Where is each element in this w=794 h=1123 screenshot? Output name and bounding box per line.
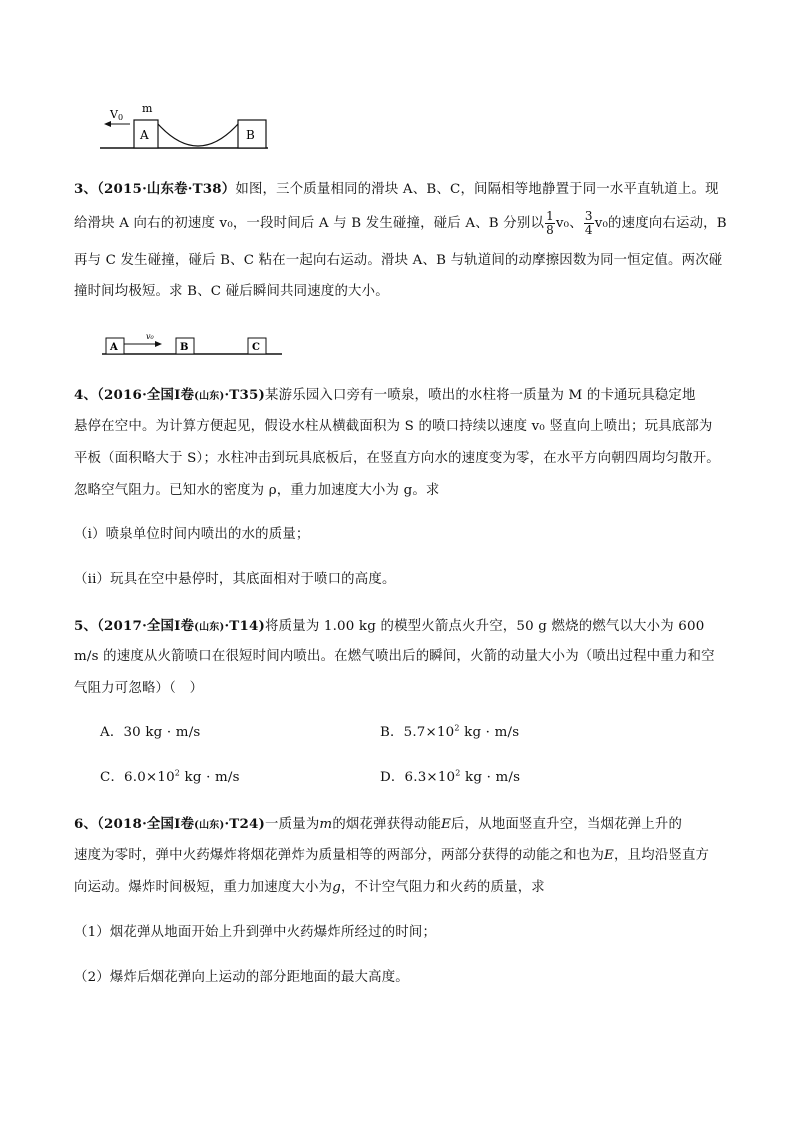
curved-track bbox=[158, 124, 238, 146]
fraction-1-8: $\frac{1}{8}$ bbox=[546, 209, 554, 237]
q6-line-1: 6、（2018·全国Ⅰ卷(山东)·T24)一质量为m的烟花弹获得动能E后，从地面竖直升空，当烟花弹上升的 bbox=[74, 816, 683, 832]
q3-line-4: 撞时间均极短。求 B、C 碰后瞬间共同速度的大小。 bbox=[74, 284, 389, 299]
q5-number: 5、 bbox=[74, 618, 98, 634]
figure-blocks-ab bbox=[80, 98, 280, 154]
block-c-label: C bbox=[252, 342, 260, 353]
arrow-head-icon bbox=[104, 121, 111, 127]
q6-number: 6、 bbox=[74, 816, 98, 832]
q5-line-2: m/s 的速度从火箭喷口在很短时间内喷出。在燃气喷出后的瞬间，火箭的动量大小为（喷出过程中重力和空 bbox=[74, 649, 715, 664]
q3-line-2: 给滑块 A 向右的初速度 v₀，一段时间后 A 与 B 发生碰撞，碰后 A、B 分别以 $\frac{1}{8}$ v₀、 $\frac{3}{4}$ v₀的速度向右运动，B bbox=[74, 209, 727, 237]
fraction-3-4: $\frac{3}{4}$ bbox=[584, 209, 593, 237]
q5-option-d: D．$6.3\times 10^2$ kg · m/s bbox=[380, 768, 521, 785]
mass-label: m bbox=[142, 102, 153, 115]
q6-line-2: 速度为零时，弹中火药爆炸将烟花弹炸为质量相等的两部分，两部分获得的动能之和也为E，且均沿竖直方 bbox=[74, 848, 710, 863]
q5-line-1: 5、（2017·全国Ⅰ卷(山东)·T14)将质量为 1.00 kg 的模型火箭点火升空，50 g 燃烧的燃气以大小为 600 bbox=[74, 618, 705, 634]
block-b-label: B bbox=[180, 342, 189, 353]
q4-source-tag: （2016·全国Ⅰ卷 bbox=[97, 387, 195, 403]
q3-source-tag: （2015·山东卷·T38） bbox=[97, 181, 236, 197]
block-b-label: B bbox=[246, 128, 255, 142]
q6-sub-1: （1）烟花弹从地面开始上升到弹中火药爆炸所经过的时间； bbox=[74, 925, 437, 940]
q5-line-3: 气阻力可忽略）（ ） bbox=[74, 681, 204, 696]
figure-blocks-abc bbox=[100, 328, 290, 362]
q5-option-a: A．30 kg · m/s bbox=[100, 725, 201, 740]
block-a-label: A bbox=[140, 128, 149, 142]
arrow-head-icon bbox=[155, 341, 162, 347]
q4-line-2: 悬停在空中。为计算方便起见，假设水柱从横截面积为 S 的喷口持续以速度 v₀ 竖直向上喷出；玩具底部为 bbox=[74, 419, 713, 434]
q6-sub-2: （2）爆炸后烟花弹向上运动的部分距地面的最大高度。 bbox=[74, 970, 409, 985]
q5-source-tag: （2017·全国Ⅰ卷 bbox=[97, 618, 195, 634]
q4-line-1: 4、（2016·全国Ⅰ卷(山东)·T35)某游乐园入口旁有一喷泉，喷出的水柱将一质量为 M 的卡通玩具稳定地 bbox=[74, 387, 696, 403]
q4-sub-1: （i）喷泉单位时间内喷出的水的质量； bbox=[74, 527, 310, 542]
block-a-label: A bbox=[110, 342, 118, 353]
q3-line-1: 3、（2015·山东卷·T38）如图，三个质量相同的滑块 A、B、C，间隔相等地静置于同一水平直轨道上。现 bbox=[74, 181, 719, 197]
q4-sub-2: （ii）玩具在空中悬停时，其底面相对于喷口的高度。 bbox=[74, 572, 396, 587]
q3-line-3: 再与 C 发生碰撞，碰后 B、C 粘在一起向右运动。滑块 A、B 与轨道间的动摩擦因数为同一恒定值。两次碰 bbox=[74, 253, 723, 268]
velocity-label: V0 bbox=[110, 108, 124, 122]
q5-option-b: B．$5.7\times 10^2$ kg · m/s bbox=[380, 723, 520, 740]
velocity-label: v₀ bbox=[146, 332, 154, 341]
q4-line-3: 平板（面积略大于 S）；水柱冲击到玩具底板后，在竖直方向水的速度变为零，在水平方向朝四周均匀散开。 bbox=[74, 451, 720, 466]
q6-source-tag: （2018·全国Ⅰ卷 bbox=[97, 816, 195, 832]
q5-option-c: C．$6.0\times 10^2$ kg · m/s bbox=[100, 768, 240, 785]
q4-number: 4、 bbox=[74, 387, 98, 403]
q4-line-4: 忽略空气阻力。已知水的密度为 ρ，重力加速度大小为 g。求 bbox=[74, 483, 440, 498]
q6-line-3: 向运动。爆炸时间极短，重力加速度大小为g，不计空气阻力和火药的质量，求 bbox=[74, 880, 545, 895]
q3-number: 3、 bbox=[74, 181, 98, 197]
